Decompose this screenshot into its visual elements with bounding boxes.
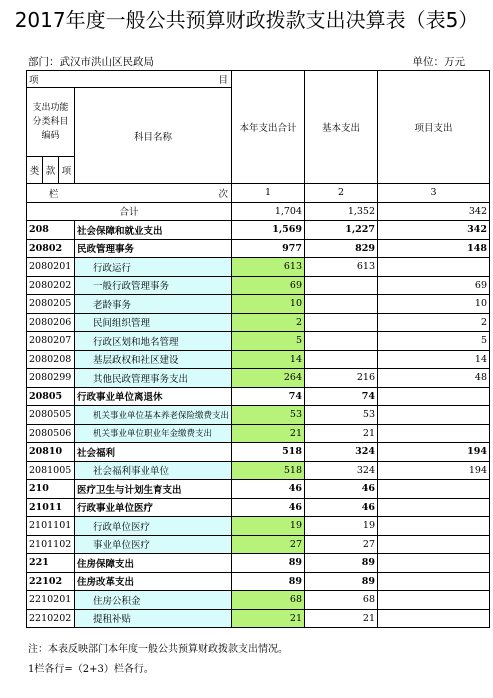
row-code: 22102 xyxy=(27,572,75,591)
row-project: 10 xyxy=(378,295,490,314)
row-name: 民间组织管理 xyxy=(75,313,232,332)
row-basic: 829 xyxy=(305,239,378,258)
total-value: 1,704 xyxy=(232,202,305,221)
table-row xyxy=(27,591,490,610)
row-code: 2080207 xyxy=(27,332,75,351)
row-basic xyxy=(305,350,378,369)
row-name: 基层政权和社区建设 xyxy=(75,350,232,369)
row-project xyxy=(378,535,490,554)
row-name: 一般行政管理事务 xyxy=(75,276,232,295)
row-project: 194 xyxy=(378,461,490,480)
row-project xyxy=(378,554,490,573)
row-total: 264 xyxy=(232,369,305,388)
row-code: 221 xyxy=(27,554,75,573)
row-total: 89 xyxy=(232,572,305,591)
row-name: 社会保障和就业支出 xyxy=(75,221,232,240)
row-basic: 21 xyxy=(305,609,378,628)
header-code-label: 支出功能分类科目编码 xyxy=(27,88,75,157)
row-name: 行政事业单位离退休 xyxy=(75,387,232,406)
page-title: 2017年度一般公共预算财政拨款支出决算表（表5） xyxy=(14,8,479,32)
row-code: 2080299 xyxy=(27,369,75,388)
total-basic: 1,352 xyxy=(305,202,378,221)
table-row xyxy=(27,258,490,277)
row-total: 518 xyxy=(232,461,305,480)
table-row xyxy=(27,461,490,480)
row-basic: 89 xyxy=(305,572,378,591)
table-body xyxy=(27,221,490,628)
row-code: 2080506 xyxy=(27,424,75,443)
col-header-project: 项目支出 xyxy=(378,71,490,184)
row-basic: 46 xyxy=(305,498,378,517)
table-row xyxy=(27,535,490,554)
table-header xyxy=(27,71,490,221)
row-project: 2 xyxy=(378,313,490,332)
row-project xyxy=(378,424,490,443)
row-name: 行政区划和地名管理 xyxy=(75,332,232,351)
col-number-1: 1 xyxy=(232,184,305,203)
table-row xyxy=(27,406,490,425)
row-name: 医疗卫生与计划生育支出 xyxy=(75,480,232,499)
note-1: 注：本表反映部门本年度一般公共预算财政拨款支出情况。 xyxy=(28,644,288,655)
table-row xyxy=(27,387,490,406)
row-name: 行政单位医疗 xyxy=(75,517,232,536)
row-total: 89 xyxy=(232,554,305,573)
row-code: 2210202 xyxy=(27,609,75,628)
table-row xyxy=(27,350,490,369)
row-total: 5 xyxy=(232,332,305,351)
row-basic xyxy=(305,313,378,332)
table-row xyxy=(27,480,490,499)
row-basic xyxy=(305,276,378,295)
header-ci: 次 xyxy=(218,188,229,200)
row-basic: 1,227 xyxy=(305,221,378,240)
row-code: 2210201 xyxy=(27,591,75,610)
row-code: 21011 xyxy=(27,498,75,517)
row-project: 14 xyxy=(378,350,490,369)
row-project xyxy=(378,609,490,628)
table-row xyxy=(27,424,490,443)
row-name: 民政管理事务 xyxy=(75,239,232,258)
row-total: 68 xyxy=(232,591,305,610)
row-name: 事业单位医疗 xyxy=(75,535,232,554)
table-row xyxy=(27,239,490,258)
row-total: 10 xyxy=(232,295,305,314)
row-project: 342 xyxy=(378,221,490,240)
row-basic: 68 xyxy=(305,591,378,610)
row-project xyxy=(378,572,490,591)
row-total: 2 xyxy=(232,313,305,332)
row-code: 2080201 xyxy=(27,258,75,277)
row-total: 977 xyxy=(232,239,305,258)
table-row xyxy=(27,276,490,295)
row-total: 27 xyxy=(232,535,305,554)
table-row xyxy=(27,332,490,351)
row-name: 社会福利事业单位 xyxy=(75,461,232,480)
table-row xyxy=(27,443,490,462)
unit-label: 单位：万元 xyxy=(412,56,465,68)
row-name: 社会福利 xyxy=(75,443,232,462)
header-lan: 栏 xyxy=(49,188,59,200)
table-row xyxy=(27,295,490,314)
row-project xyxy=(378,591,490,610)
table-row xyxy=(27,369,490,388)
row-total: 19 xyxy=(232,517,305,536)
note-2: 1栏各行=（2+3）栏各行。 xyxy=(28,664,154,675)
row-name: 行政运行 xyxy=(75,258,232,277)
row-basic: 19 xyxy=(305,517,378,536)
row-name: 其他民政管理事务支出 xyxy=(75,369,232,388)
row-basic: 324 xyxy=(305,461,378,480)
row-code: 2080205 xyxy=(27,295,75,314)
header-kuan: 款 xyxy=(43,157,59,184)
row-code: 2101101 xyxy=(27,517,75,536)
row-code: 2080206 xyxy=(27,313,75,332)
row-name: 行政事业单位医疗 xyxy=(75,498,232,517)
header-mu: 目 xyxy=(218,75,229,86)
row-total: 46 xyxy=(232,480,305,499)
row-total: 46 xyxy=(232,498,305,517)
row-code: 20805 xyxy=(27,387,75,406)
row-name: 住房公积金 xyxy=(75,591,232,610)
row-code: 210 xyxy=(27,480,75,499)
row-basic: 613 xyxy=(305,258,378,277)
row-basic: 324 xyxy=(305,443,378,462)
header-xiang-mu-cell xyxy=(27,71,232,88)
row-name: 住房保障支出 xyxy=(75,554,232,573)
row-project xyxy=(378,406,490,425)
row-name: 老龄事务 xyxy=(75,295,232,314)
header-lei: 类 xyxy=(27,157,43,184)
col-number-3: 3 xyxy=(378,184,490,203)
row-total: 53 xyxy=(232,406,305,425)
table-row xyxy=(27,572,490,591)
department-label: 部门：武汉市洪山区民政局 xyxy=(28,56,154,68)
row-project: 194 xyxy=(378,443,490,462)
table-row xyxy=(27,517,490,536)
col-header-total: 本年支出合计 xyxy=(232,71,305,184)
row-project: 69 xyxy=(378,276,490,295)
table-row xyxy=(27,609,490,628)
row-project xyxy=(378,498,490,517)
row-name: 机关事业单位基本养老保险缴费支出 xyxy=(75,406,232,425)
row-project: 5 xyxy=(378,332,490,351)
row-code: 2101102 xyxy=(27,535,75,554)
row-code: 20802 xyxy=(27,239,75,258)
row-name: 机关事业单位职业年金缴费支出 xyxy=(75,424,232,443)
row-code: 2080505 xyxy=(27,406,75,425)
row-basic: 216 xyxy=(305,369,378,388)
table-row xyxy=(27,221,490,240)
row-project: 148 xyxy=(378,239,490,258)
table-row xyxy=(27,498,490,517)
row-code: 20810 xyxy=(27,443,75,462)
col-header-basic: 基本支出 xyxy=(305,71,378,184)
row-code: 208 xyxy=(27,221,75,240)
row-project: 48 xyxy=(378,369,490,388)
total-label: 合计 xyxy=(27,202,232,221)
row-project xyxy=(378,258,490,277)
row-basic: 89 xyxy=(305,554,378,573)
row-basic: 27 xyxy=(305,535,378,554)
row-basic: 53 xyxy=(305,406,378,425)
total-project: 342 xyxy=(378,202,490,221)
row-basic xyxy=(305,332,378,351)
table-row xyxy=(27,313,490,332)
row-project xyxy=(378,387,490,406)
row-basic: 46 xyxy=(305,480,378,499)
row-total: 613 xyxy=(232,258,305,277)
header-xiang2: 项 xyxy=(59,157,75,184)
row-project xyxy=(378,480,490,499)
row-name: 住房改革支出 xyxy=(75,572,232,591)
row-code: 2080208 xyxy=(27,350,75,369)
row-total: 21 xyxy=(232,609,305,628)
row-code: 2081005 xyxy=(27,461,75,480)
header-name-label: 科目名称 xyxy=(75,88,232,184)
row-name: 提租补贴 xyxy=(75,609,232,628)
row-total: 74 xyxy=(232,387,305,406)
expenditure-table xyxy=(26,70,490,628)
table-row xyxy=(27,554,490,573)
header-xiang: 项 xyxy=(29,75,39,86)
row-code: 2080202 xyxy=(27,276,75,295)
row-total: 21 xyxy=(232,424,305,443)
row-basic xyxy=(305,295,378,314)
header-lanci-cell xyxy=(27,184,232,203)
row-total: 518 xyxy=(232,443,305,462)
row-total: 69 xyxy=(232,276,305,295)
col-number-2: 2 xyxy=(305,184,378,203)
row-basic: 21 xyxy=(305,424,378,443)
row-total: 1,569 xyxy=(232,221,305,240)
row-project xyxy=(378,517,490,536)
row-basic: 74 xyxy=(305,387,378,406)
total-row xyxy=(27,202,490,221)
row-total: 14 xyxy=(232,350,305,369)
